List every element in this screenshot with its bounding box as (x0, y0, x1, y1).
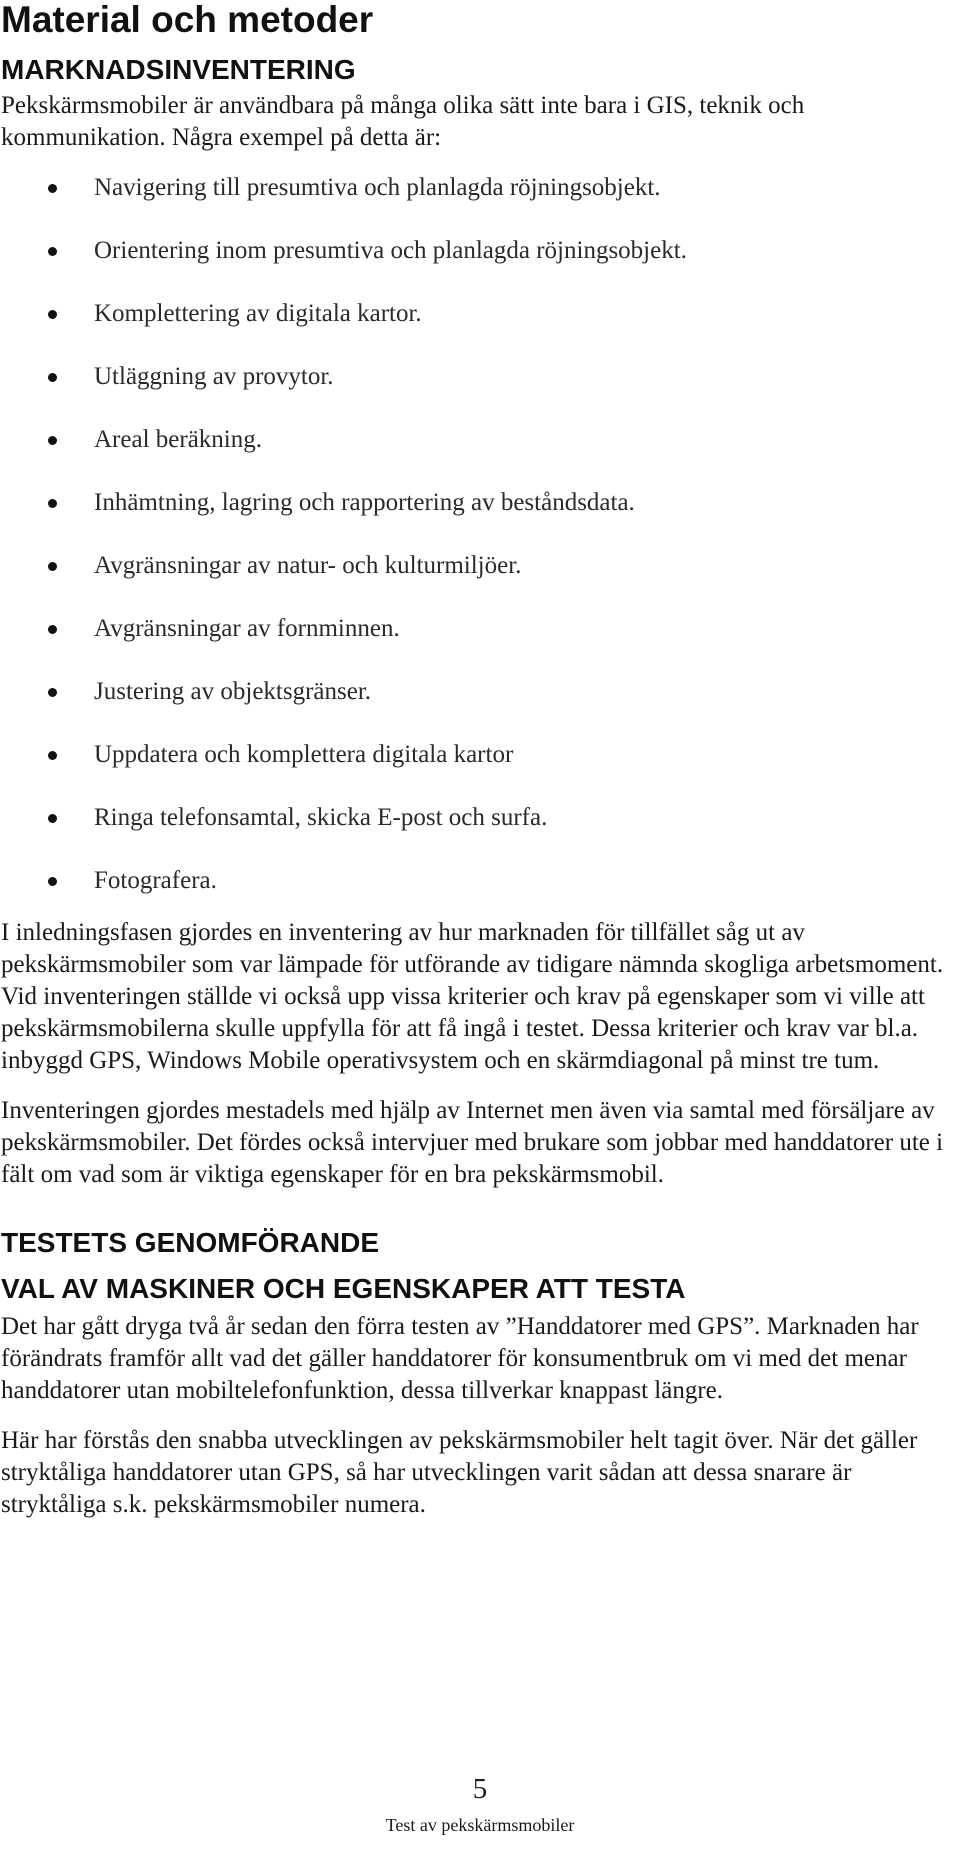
list-item (1, 172, 960, 204)
bullet-icon (48, 499, 57, 508)
list-item (1, 424, 960, 456)
intro-paragraph: Pekskärmsmobiler är användbara på många olika sätt inte bara i GIS, teknik och kommunikation. Några exempel på detta är: (1, 92, 805, 151)
list-item-text: Fotografera. (94, 867, 217, 894)
page-heading: Material och metoder (1, 0, 374, 40)
bullet-icon (48, 751, 57, 760)
footer-title: Test av pekskärmsmobiler (385, 1815, 575, 1835)
list-item-text: Avgränsningar av fornminnen. (94, 615, 400, 642)
list-item (1, 361, 960, 393)
list-item (1, 802, 960, 834)
bullet-icon (48, 814, 57, 823)
body-paragraph: Här har förstås den snabba utvecklingen av pekskärmsmobiler helt tagit över. När det gäller stryktåliga handdatorer utan GPS, så har utvecklingen varit sådan att dessa snarare är stryktåliga s.k. pekskärmsmobiler numera. (1, 1427, 918, 1518)
list-item (1, 739, 960, 771)
list-item-text: Komplettering av digitala kartor. (94, 300, 422, 327)
list-item-text: Justering av objektsgränser. (94, 678, 372, 705)
bullet-icon (48, 877, 57, 886)
list-item (1, 298, 960, 330)
list-item-text: Inhämtning, lagring och rapportering av beståndsdata. (94, 489, 635, 516)
body-paragraph: Inventeringen gjordes mestadels med hjälp av Internet men även via samtal med försäljare av pekskärmsmobiler. Det fördes också intervjuer med brukare som jobbar med handdatorer ute i fält om vad som är viktiga egenskaper för en bra pekskärmsmobil. (1, 1097, 944, 1188)
bullet-icon (48, 436, 57, 445)
list-item (1, 865, 960, 897)
page-number: 5 (472, 1773, 488, 1805)
bullet-icon (48, 184, 57, 193)
section-title-marknadsinventering: MARKNADSINVENTERING (1, 54, 356, 85)
list-item (1, 487, 960, 519)
list-item-text: Areal beräkning. (94, 426, 262, 453)
bullet-icon (48, 562, 57, 571)
list-item (1, 550, 960, 582)
bullet-icon (48, 247, 57, 256)
section-title-testets-genomforande: TESTETS GENOMFÖRANDE (1, 1227, 380, 1258)
list-item (1, 613, 960, 645)
list-item-text: Avgränsningar av natur- och kulturmiljöer. (94, 552, 522, 579)
list-item-text: Navigering till presumtiva och planlagda röjningsobjekt. (94, 174, 661, 201)
list-item-text: Utläggning av provytor. (94, 363, 334, 390)
body-paragraph: Det har gått dryga två år sedan den förra testen av ”Handdatorer med GPS”. Marknaden har förändrats framför allt vad det gäller handdatorer för konsumentbruk om vi med det menar handdatorer utan mobiltelefonfunktion, dessa tillverkar knappast längre. (1, 1313, 919, 1404)
list-item (1, 676, 960, 708)
bullet-icon (48, 373, 57, 382)
list-item (1, 235, 960, 267)
list-item-text: Ringa telefonsamtal, skicka E-post och surfa. (94, 804, 548, 831)
bullet-icon (48, 688, 57, 697)
list-item-text: Orientering inom presumtiva och planlagda röjningsobjekt. (94, 237, 687, 264)
body-paragraph: I inledningsfasen gjordes en inventering av hur marknaden för tillfället såg ut av pekskärmsmobiler som var lämpade för utförande av tidigare nämnda skogliga arbetsmoment. Vid inventeringen ställde vi också upp vissa kriterier och krav på egenskaper som vi ville att pekskärmsmobilerna skulle uppfylla för att få ingå i testet. Dessa kriterier och krav var bl.a. inbyggd GPS, Windows Mobile operativsystem och en skärmdiagonal på minst tre tum. (1, 919, 944, 1074)
list-item-text: Uppdatera och komplettera digitala kartor (94, 741, 514, 768)
bullet-icon (48, 625, 57, 634)
examples-list (1, 172, 960, 897)
subsection-title-val-av-maskiner: VAL AV MASKINER OCH EGENSKAPER ATT TESTA (1, 1273, 686, 1304)
bullet-icon (48, 310, 57, 319)
